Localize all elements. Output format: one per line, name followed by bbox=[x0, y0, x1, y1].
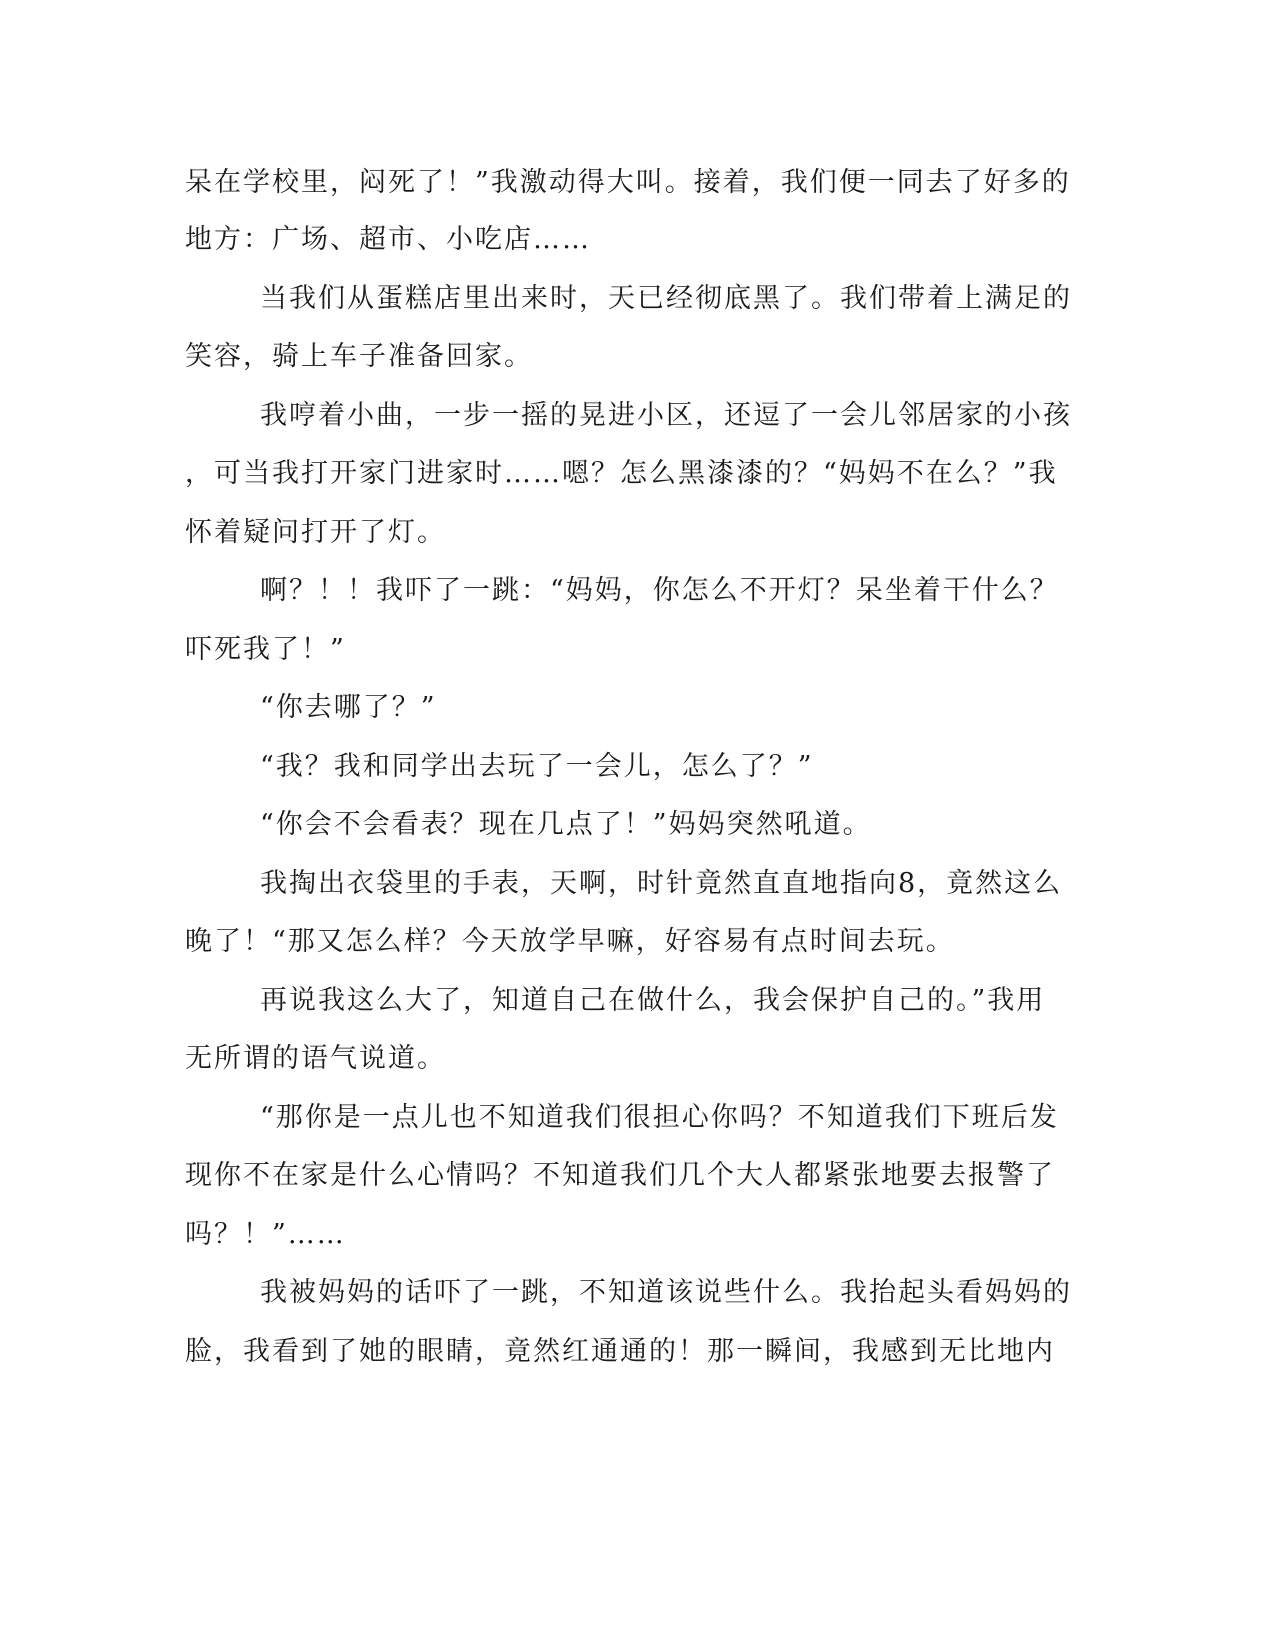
text-line: 吓死我了！” bbox=[185, 634, 346, 665]
text-line: 无所谓的语气说道。 bbox=[185, 1043, 446, 1074]
text-line: 呆在学校里，闷死了！”我激动得大叫。接着，我们便一同去了好多的 bbox=[185, 167, 1071, 198]
paragraph-start-line: 我哼着小曲，一步一摇的晃进小区，还逗了一会儿邻居家的小孩 bbox=[260, 400, 1072, 431]
paragraph-start-line: 当我们从蛋糕店里出来时，天已经彻底黑了。我们带着上满足的 bbox=[260, 283, 1072, 314]
paragraph-start-line: 我被妈妈的话吓了一跳，不知道该说些什么。我抬起头看妈妈的 bbox=[260, 1277, 1072, 1308]
text-line: ，可当我打开家门进家时……嗯？怎么黑漆漆的？“妈妈不在么？”我 bbox=[185, 458, 1058, 489]
text-line: 吗？！”…… bbox=[185, 1219, 346, 1250]
text-line: 怀着疑问打开了灯。 bbox=[185, 517, 446, 548]
paragraph-start-line: “你去哪了？” bbox=[260, 692, 437, 723]
paragraph-start-line: “我？我和同学出去玩了一会儿，怎么了？” bbox=[260, 751, 814, 782]
paragraph-start-line: “那你是一点儿也不知道我们很担心你吗？不知道我们下班后发 bbox=[260, 1102, 1059, 1133]
paragraph-start-line: 啊？！！我吓了一跳：“妈妈，你怎么不开灯？呆坐着干什么？ bbox=[260, 575, 1059, 606]
paragraph-start-line: 我掏出衣袋里的手表，天啊，时针竟然直直地指向8，竟然这么 bbox=[260, 868, 1063, 899]
text-line: 笑容，骑上车子准备回家。 bbox=[185, 341, 533, 372]
paragraph-start-line: “你会不会看表？现在几点了！”妈妈突然吼道。 bbox=[260, 809, 872, 840]
text-line: 地方：广场、超市、小吃店…… bbox=[185, 224, 591, 255]
paragraph-start-line: 再说我这么大了，知道自己在做什么，我会保护自己的。”我用 bbox=[260, 985, 1046, 1016]
text-line: 脸，我看到了她的眼睛，竟然红通通的！那一瞬间，我感到无比地内 bbox=[185, 1336, 1055, 1367]
text-line: 晚了！“那又怎么样？今天放学早嘛，好容易有点时间去玩。 bbox=[185, 926, 955, 957]
text-line: 现你不在家是什么心情吗？不知道我们几个大人都紧张地要去报警了 bbox=[185, 1160, 1055, 1191]
